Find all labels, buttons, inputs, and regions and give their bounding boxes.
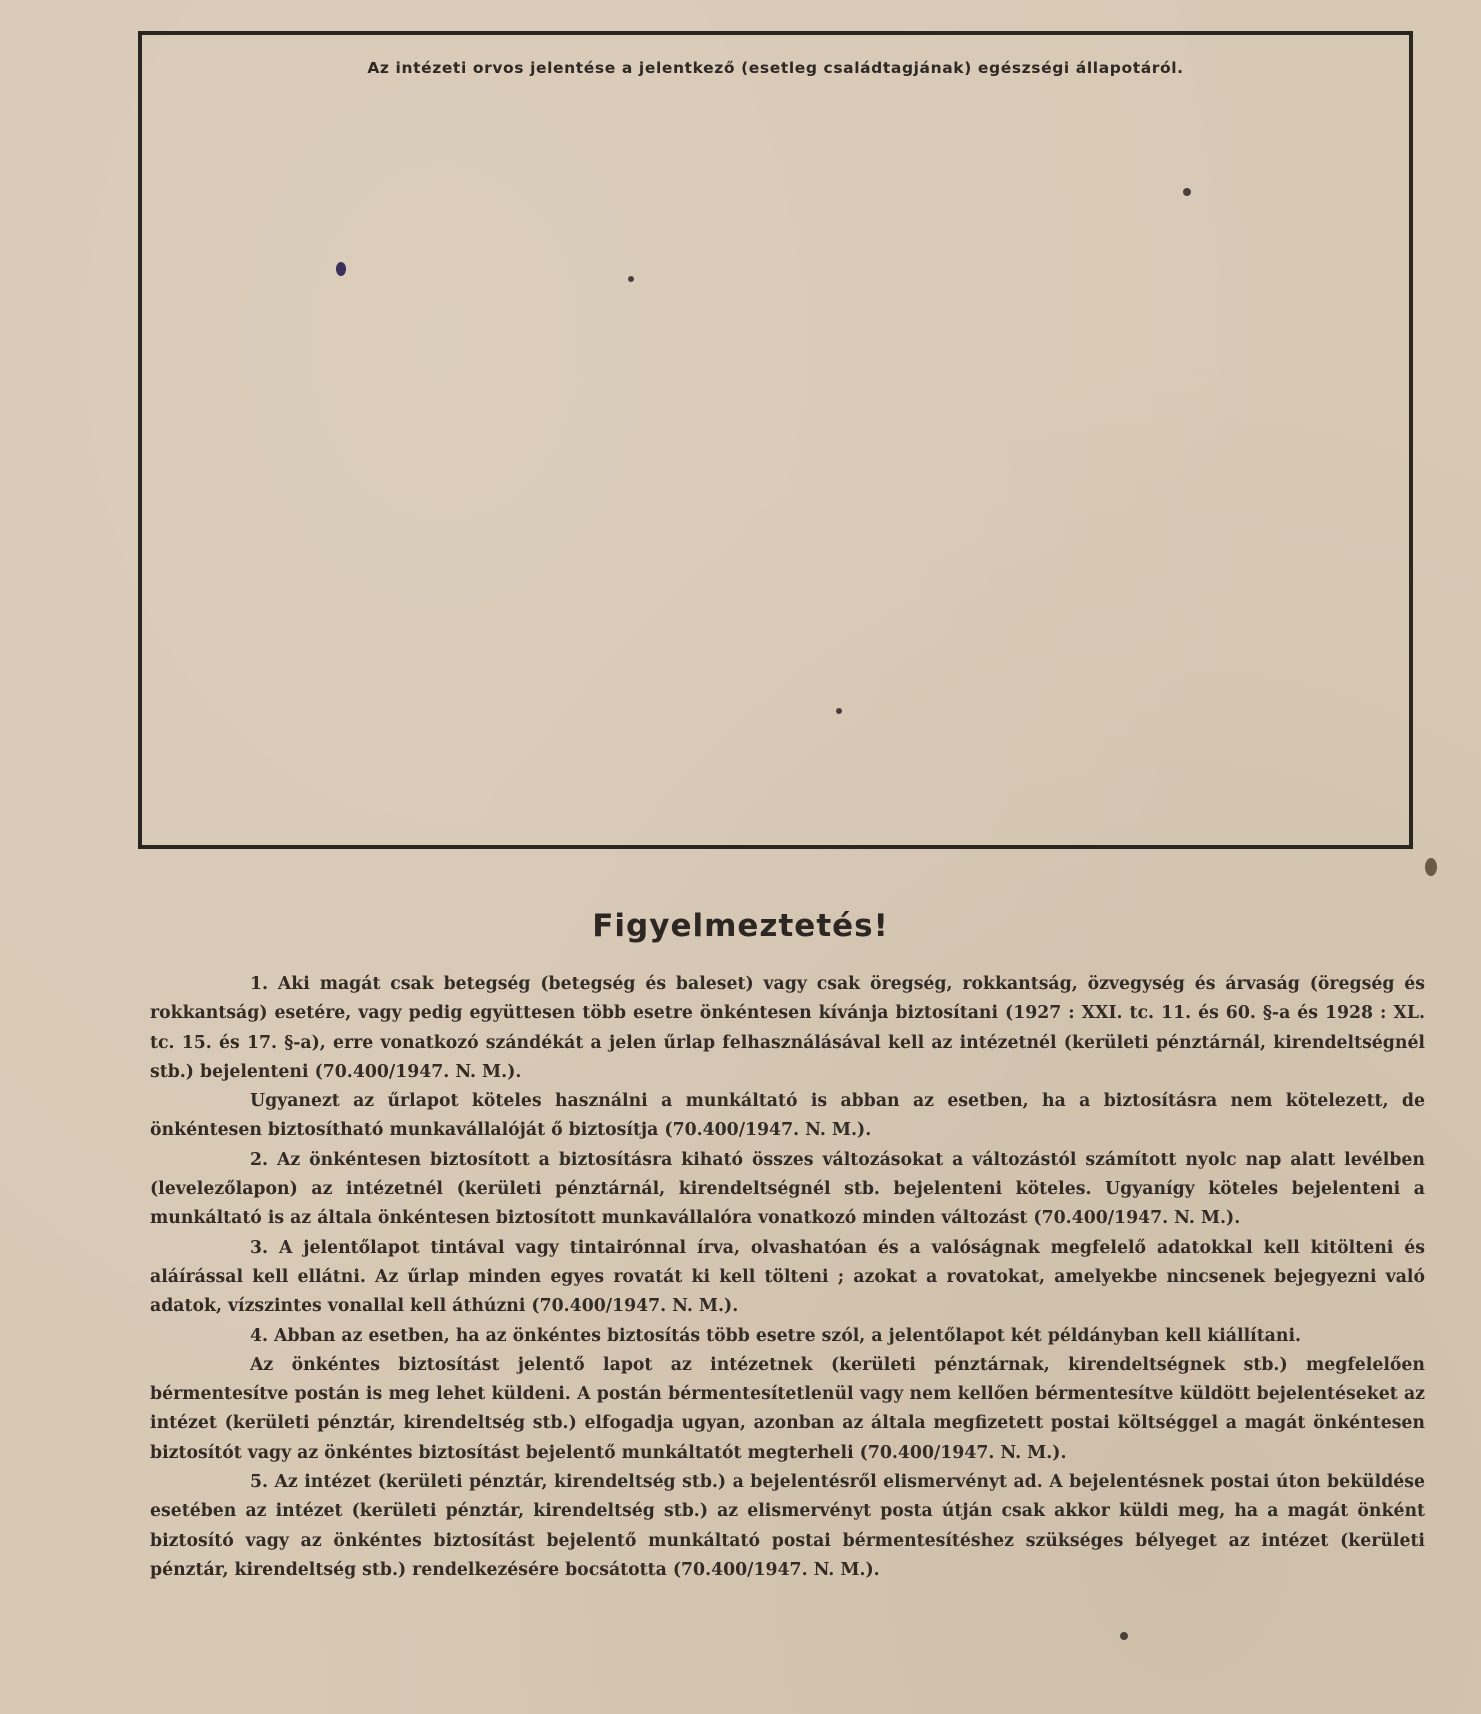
note-paragraph: 5. Az intézet (kerületi pénztár, kirendeltség stb.) a bejelentésről elismervényt ad. A bejelentésnek postai úton beküldése esetében az intézet (kerületi pénztár, kirendeltség stb.) az elismervényt posta útján csak akkor küldi meg, ha a magát önként biztosító vagy az önkéntes biztosítást bejelentő munkáltató postai bérmentesítéshez szükséges bélyeget az intézet (kerületi pénztár, kirendeltség stb.) rendelkezésére bocsátotta (70.400/1947. N. M.). [150, 1472, 1425, 1580]
paper-speck [1183, 188, 1191, 196]
note-paragraph: 3. A jelentőlapot tintával vagy tintairónnal írva, olvashatóan és a valóságnak megfelelő adatokkal kell kitölteni és aláírással kell ellátni. Az űrlap minden egyes rovatát ki kell tölteni ; azokat a rovatokat, amelyekbe nincsenek bejegyezni való adatok, vízszintes vonallal kell áthúzni (70.400/1947. N. M.). [150, 1237, 1425, 1317]
note-paragraph: Az önkéntes biztosítást jelentő lapot az intézetnek (kerületi pénztárnak, kirendeltségnek stb.) megfelelően bérmentesítve postán is meg lehet küldeni. A postán bérmentesítetlenül vagy nem kellően bérmentesítve küldött bejelentéseket az intézet (kerületi pénztár, kirendeltség stb.) elfogadja ugyan, azonban az általa megfizetett postai költséggel a magát önkéntesen biztosítót vagy az önkéntes biztosítást bejelentő munkáltatót megterheli (70.400/1947. N. M.). [150, 1354, 1425, 1463]
doctor-report-title: Az intézeti orvos jelentése a jelentkező (esetleg családtagjának) egészségi állapotáról. [367, 59, 1184, 77]
paper-speck [1425, 858, 1437, 876]
note-paragraph: Ugyanezt az űrlapot köteles használni a munkáltató is abban az esetben, ha a biztosításra nem kötelezett, de önkéntesen biztosítható munkavállalóját ő biztosítja (70.400/1947. N. M.). [150, 1091, 1425, 1141]
note-paragraph: 2. Az önkéntesen biztosított a biztosításra kiható összes változásokat a változástól számított nyolc nap alatt levélben (levelezőlapon) az intézetnél (kerületi pénztárnál, kirendeltségnél stb. bejelenteni köteles. Ugyanígy köteles bejelenteni a munkáltató is az általa önkéntesen biztosított munkavállalóra vonatkozó minden változást (70.400/1947. N. M.). [150, 1149, 1425, 1229]
warning-notes [150, 970, 1425, 1585]
ink-speck [336, 262, 346, 276]
note-paragraph: 1. Aki magát csak betegség (betegség és baleset) vagy csak öregség, rokkantság, özvegység és árvaság (öregség és rokkantság) esetére, vagy pedig együttesen több esetre önkéntesen kívánja biztosítani (1927 : XXI. tc. 11. és 60. §-a és 1928 : XL. tc. 15. és 17. §-a), erre vonatkozó szándékát a jelen űrlap felhasználásával kell az intézetnél (kerületi pénztárnál, kirendeltségnél stb.) bejelenteni (70.400/1947. N. M.). [150, 974, 1425, 1082]
warning-title: Figyelmeztetés! [592, 908, 889, 944]
paper-speck [1120, 1632, 1128, 1640]
note-paragraph: 4. Abban az esetben, ha az önkéntes biztosítás több esetre szól, a jelentőlapot két példányban kell kiállítani. [250, 1325, 1302, 1346]
doctor-report-box [138, 31, 1413, 849]
paper-speck [628, 276, 634, 282]
paper-speck [836, 708, 842, 714]
